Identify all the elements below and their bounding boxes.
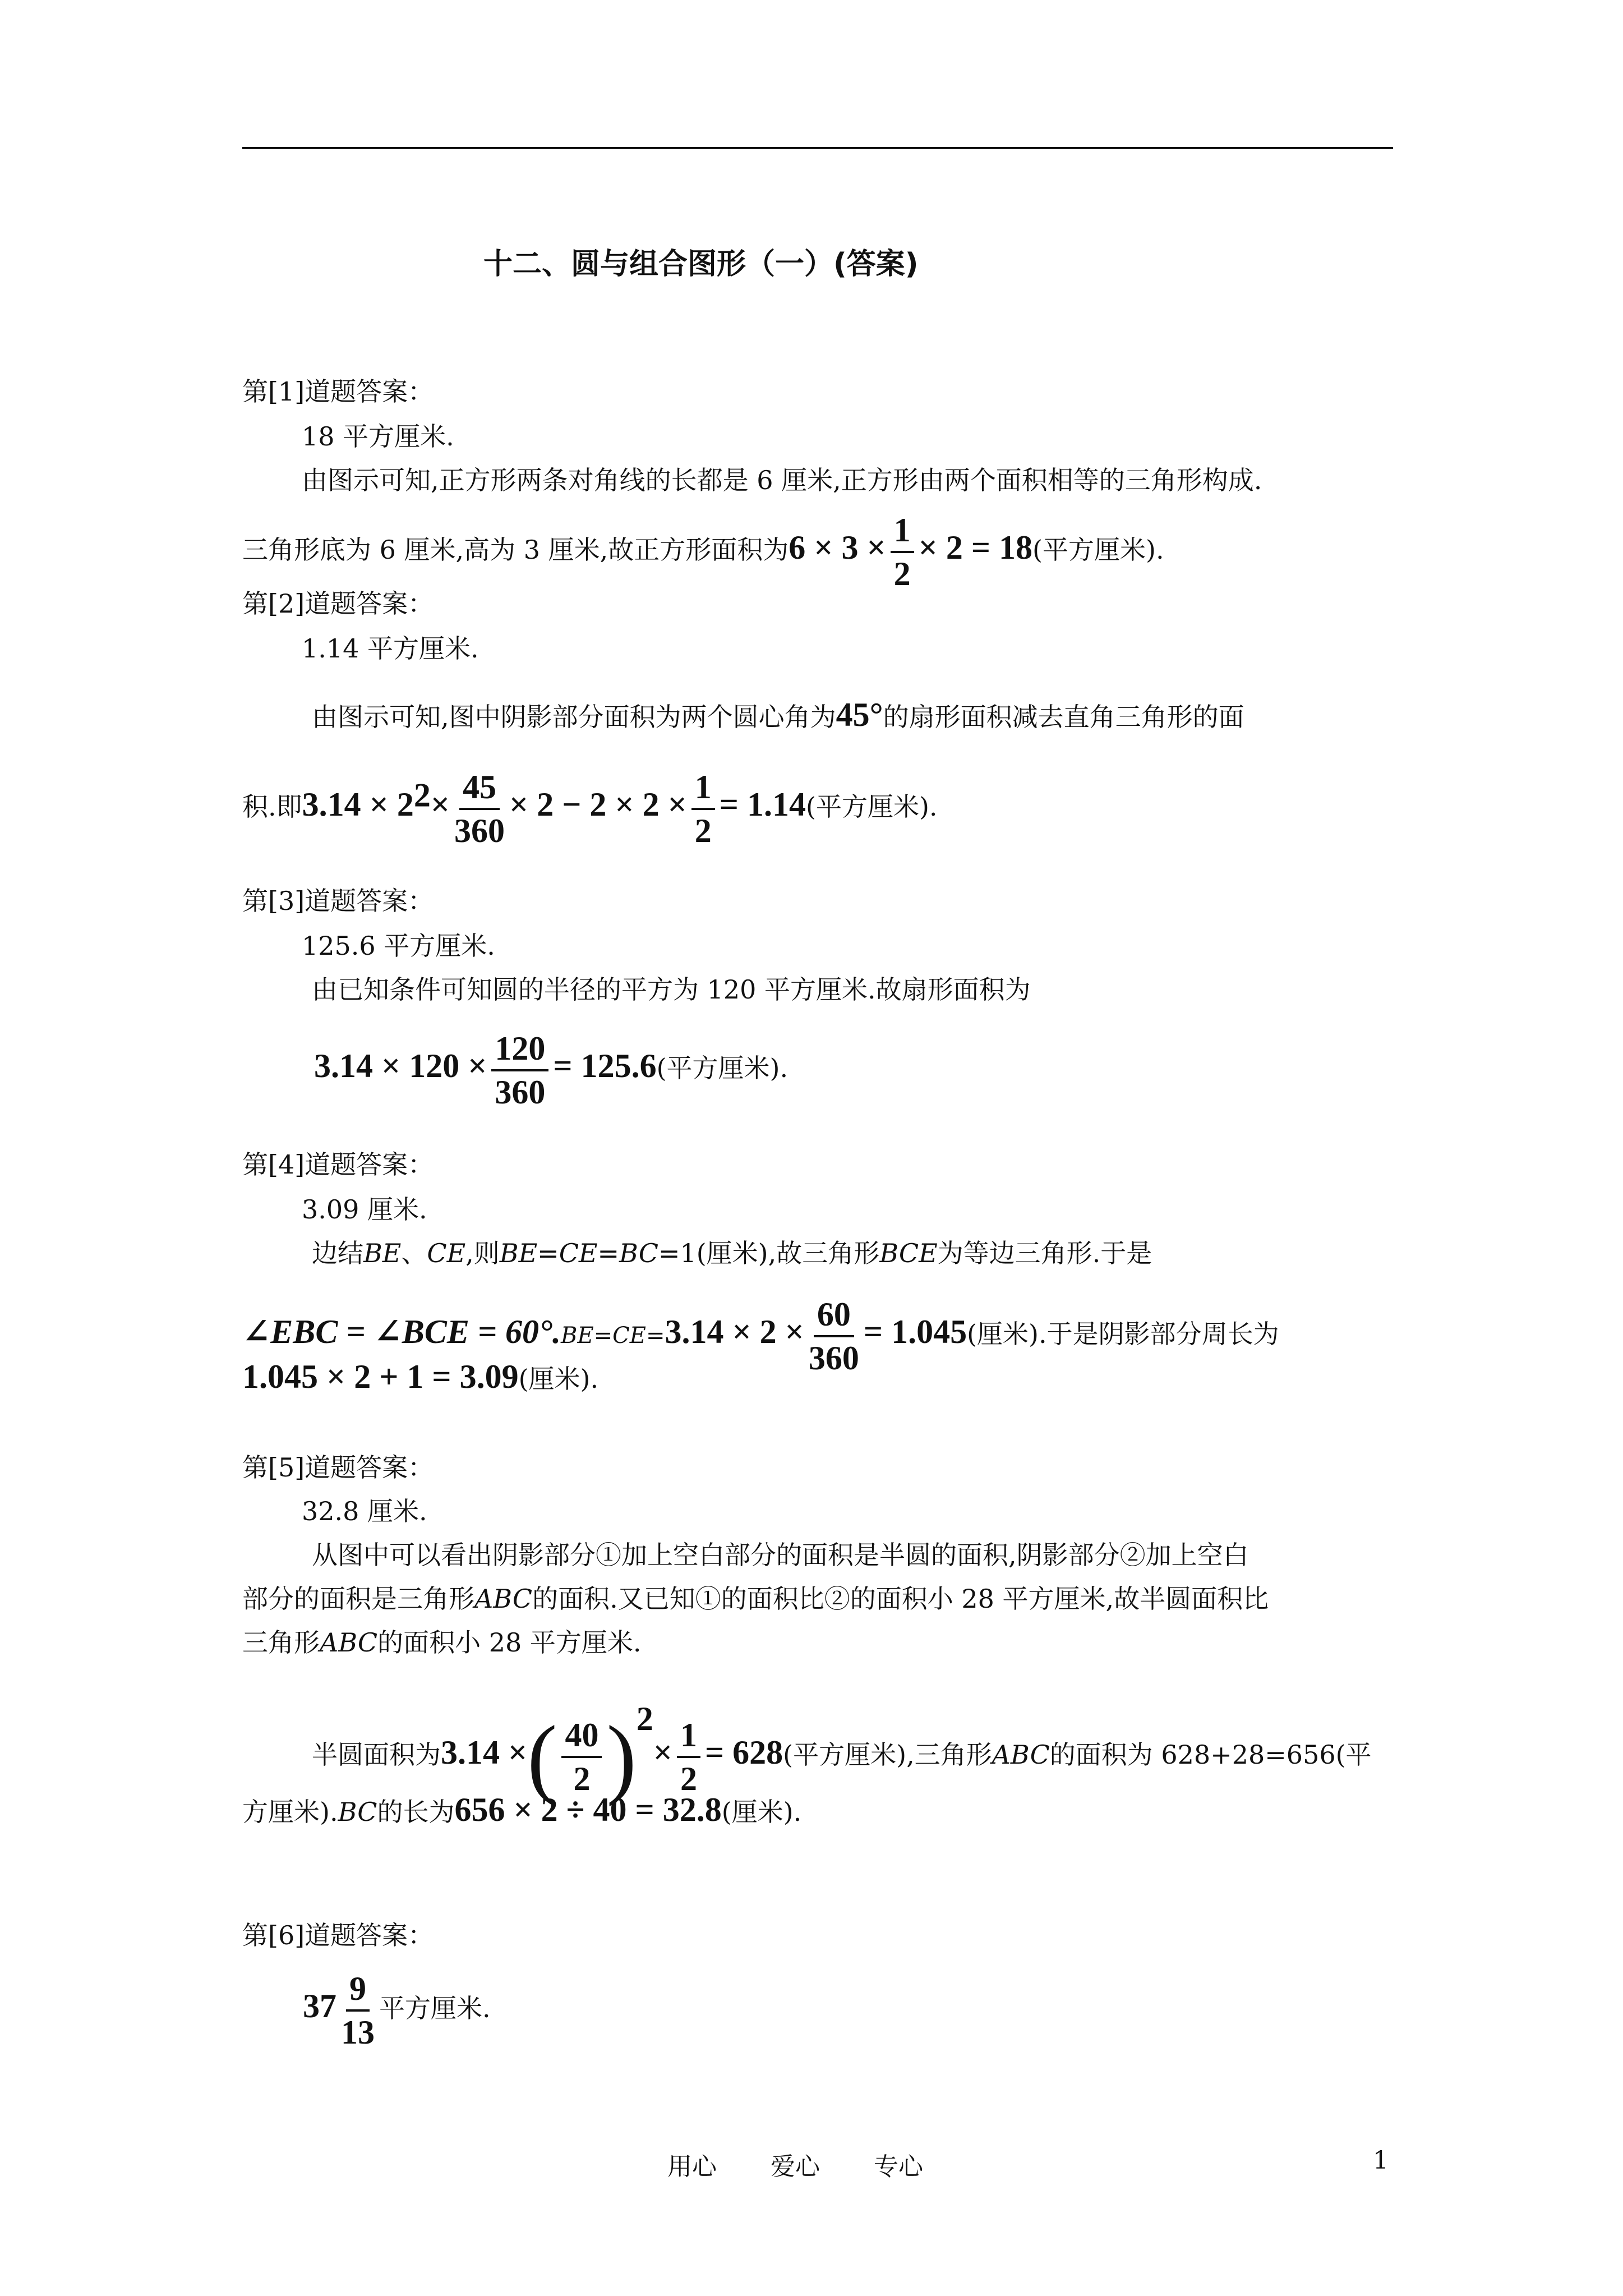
q1-line-2 bbox=[242, 509, 1164, 595]
q6-heading: 第[6]道题答案： bbox=[242, 1920, 434, 1950]
q2-fraction-1 bbox=[454, 766, 505, 852]
q4-l1-e: 为等边三角形.于是 bbox=[937, 1238, 1152, 1268]
q4-l1-be: BE bbox=[363, 1238, 402, 1268]
q4-l1-ce: CE bbox=[427, 1238, 466, 1268]
q5-l2-abc: ABC bbox=[474, 1584, 533, 1614]
header-rule bbox=[242, 147, 1393, 149]
q4-l1-b: 、 bbox=[401, 1238, 427, 1268]
footer-item-1: 用心 bbox=[667, 2152, 717, 2181]
q3-frac-den: 360 bbox=[495, 1074, 546, 1111]
q5-exponent: 2 bbox=[636, 1700, 653, 1737]
q5-frac2-den: 2 bbox=[680, 1760, 697, 1797]
q4-answer: 3.09 厘米. bbox=[302, 1194, 427, 1225]
q2-expr-b: × bbox=[430, 786, 450, 823]
q2-degree: 45° bbox=[836, 696, 883, 733]
q5-l5-a: 方厘米). bbox=[242, 1797, 338, 1827]
q5-line-1: 从图中可以看出阴影部分①加上空白部分的面积是半圆的面积,阴影部分②加上空白 bbox=[312, 1540, 1249, 1570]
q6-answer-suffix: 平方厘米. bbox=[379, 1993, 491, 2023]
q4-expr-b: = 1.045 bbox=[863, 1313, 967, 1350]
q3-line-2-suffix: (平方厘米). bbox=[656, 1053, 789, 1083]
q6-fraction bbox=[341, 1968, 375, 2053]
q5-line-2 bbox=[242, 1582, 1269, 1616]
q3-fraction bbox=[491, 1028, 548, 1113]
q2-frac2-den: 2 bbox=[694, 812, 712, 849]
q4-l3-suffix: (厘米). bbox=[518, 1364, 599, 1394]
q1-line-1: 由图示可知,正方形两条对角线的长都是 6 厘米,正方形由两个面积相等的三角形构成. bbox=[302, 465, 1262, 495]
q1-heading: 第[1]道题答案： bbox=[242, 376, 434, 407]
q2-line-2-suffix: (平方厘米). bbox=[806, 792, 938, 822]
q2-frac2-num: 1 bbox=[691, 766, 715, 810]
q4-l1-a: 边结 bbox=[312, 1238, 363, 1268]
q5-fraction-1 bbox=[561, 1714, 602, 1800]
q5-l5-bc: BC bbox=[338, 1797, 377, 1827]
q4-l1-d: =1(厘米),故三角形 bbox=[658, 1238, 880, 1268]
q2-line-2-prefix: 积.即 bbox=[242, 792, 302, 822]
q2-heading: 第[2]道题答案： bbox=[242, 588, 434, 619]
q5-line-5 bbox=[242, 1793, 801, 1829]
q4-frac-num: 60 bbox=[814, 1294, 854, 1337]
q4-arc-expr: BE=CE= bbox=[561, 1323, 665, 1349]
q1-line-2-prefix: 三角形底为 6 厘米,高为 3 厘米,故正方形面积为 bbox=[242, 535, 789, 565]
q5-l4-expr-b: × bbox=[653, 1734, 672, 1771]
q5-line-4 bbox=[312, 1700, 1372, 1807]
q2-fraction-2 bbox=[691, 766, 715, 852]
q1-answer: 18 平方厘米. bbox=[302, 421, 454, 452]
q2-line-1 bbox=[312, 698, 1244, 734]
page-number: 1 bbox=[1373, 2146, 1389, 2175]
q2-expr-c: × 2 − 2 × 2 × bbox=[509, 786, 687, 823]
q4-line-1 bbox=[312, 1236, 1152, 1270]
q3-expr-b: = 125.6 bbox=[553, 1047, 657, 1084]
q6-answer bbox=[303, 1968, 491, 2053]
q3-expr-a: 3.14 × 120 × bbox=[314, 1047, 487, 1084]
q5-fraction-2 bbox=[677, 1714, 700, 1800]
q5-heading: 第[5]道题答案： bbox=[242, 1452, 434, 1483]
q4-fraction bbox=[809, 1294, 859, 1379]
footer-item-3: 专心 bbox=[874, 2152, 923, 2181]
q2-line-2 bbox=[242, 766, 938, 852]
q2-frac1-num: 45 bbox=[459, 766, 500, 810]
q5-l5-suffix: (厘米). bbox=[721, 1797, 802, 1827]
q4-l3-expr: 1.045 × 2 + 1 = 3.09 bbox=[242, 1358, 519, 1395]
q5-frac1-num: 40 bbox=[561, 1714, 602, 1758]
q5-l3-b: 的面积小 28 平方厘米. bbox=[377, 1627, 642, 1658]
q2-expr-d: = 1.14 bbox=[719, 786, 806, 823]
q5-l4-suffix: 的面积为 628+28=656(平 bbox=[1049, 1740, 1372, 1770]
q5-l4-expr-c: = 628 bbox=[704, 1734, 783, 1771]
q5-l2-b: 的面积.又已知①的面积比②的面积小 28 平方厘米,故半圆面积比 bbox=[532, 1584, 1269, 1614]
q5-l5-expr: 656 × 2 ÷ 40 = 32.8 bbox=[454, 1791, 722, 1828]
q1-fraction bbox=[891, 509, 914, 595]
q5-l4-mid: (平方厘米),三角形 bbox=[783, 1740, 992, 1770]
q3-answer: 125.6 平方厘米. bbox=[302, 931, 495, 961]
q6-frac-num: 9 bbox=[346, 1968, 370, 2012]
q2-frac1-den: 360 bbox=[454, 812, 505, 849]
q5-left-paren: ( bbox=[527, 1707, 557, 1807]
q3-heading: 第[3]道题答案： bbox=[242, 886, 434, 916]
q2-exponent: 2 bbox=[413, 776, 431, 814]
q2-line-1-prefix: 由图示可知,图中阴影部分面积为两个圆心角为 bbox=[312, 702, 836, 732]
q1-expr-b: × 2 = 18 bbox=[918, 529, 1033, 566]
q3-line-1: 由已知条件可知圆的半径的平方为 120 平方厘米.故扇形面积为 bbox=[312, 974, 1031, 1005]
q4-line-2-suffix: (厘米).于是阴影部分周长为 bbox=[967, 1319, 1279, 1349]
footer bbox=[667, 2146, 977, 2182]
q1-frac-den: 2 bbox=[893, 555, 911, 592]
q5-l3-a: 三角形 bbox=[242, 1627, 320, 1658]
q6-frac-den: 13 bbox=[341, 2014, 375, 2051]
q5-l5-b: 的长为 bbox=[377, 1797, 455, 1827]
q4-l1-c: ,则 bbox=[465, 1238, 500, 1268]
q5-line-3 bbox=[242, 1626, 641, 1659]
q4-angle-expr: ∠EBC = ∠BCE = 60°. bbox=[242, 1313, 561, 1350]
q5-right-paren: ) bbox=[606, 1707, 637, 1807]
q5-frac2-num: 1 bbox=[677, 1714, 700, 1758]
q6-whole-part: 37 bbox=[303, 1987, 336, 2024]
q3-frac-num: 120 bbox=[491, 1028, 548, 1071]
q2-expr-a: 3.14 × 2 bbox=[302, 786, 414, 823]
q1-expr-a: 6 × 3 × bbox=[789, 529, 886, 566]
q4-expr-a: 3.14 × 2 × bbox=[665, 1313, 804, 1350]
q4-heading: 第[4]道题答案： bbox=[242, 1149, 434, 1180]
q5-l2-a: 部分的面积是三角形 bbox=[242, 1584, 474, 1614]
q5-answer: 32.8 厘米. bbox=[302, 1496, 427, 1526]
q5-l4-abc: ABC bbox=[992, 1740, 1050, 1770]
q4-line-3 bbox=[242, 1360, 598, 1396]
q5-frac1-den: 2 bbox=[573, 1760, 591, 1797]
q4-frac-den: 360 bbox=[808, 1340, 859, 1377]
page-title: 十二、圆与组合图形（一）(答案) bbox=[483, 247, 919, 281]
q4-l1-eq: BE=CE=BC bbox=[499, 1238, 658, 1268]
q1-frac-num: 1 bbox=[891, 509, 914, 553]
q5-l4-prefix: 半圆面积为 bbox=[312, 1740, 441, 1770]
q2-answer: 1.14 平方厘米. bbox=[302, 633, 479, 664]
q3-line-2 bbox=[314, 1028, 788, 1113]
footer-item-2: 爱心 bbox=[771, 2152, 820, 2181]
q4-l1-bce: BCE bbox=[879, 1238, 938, 1268]
q2-line-1-suffix: 的扇形面积减去直角三角形的面 bbox=[883, 702, 1244, 732]
q5-l4-expr-a: 3.14 × bbox=[441, 1734, 528, 1771]
q1-line-2-suffix: (平方厘米). bbox=[1032, 535, 1164, 565]
q5-l3-abc: ABC bbox=[320, 1627, 378, 1658]
